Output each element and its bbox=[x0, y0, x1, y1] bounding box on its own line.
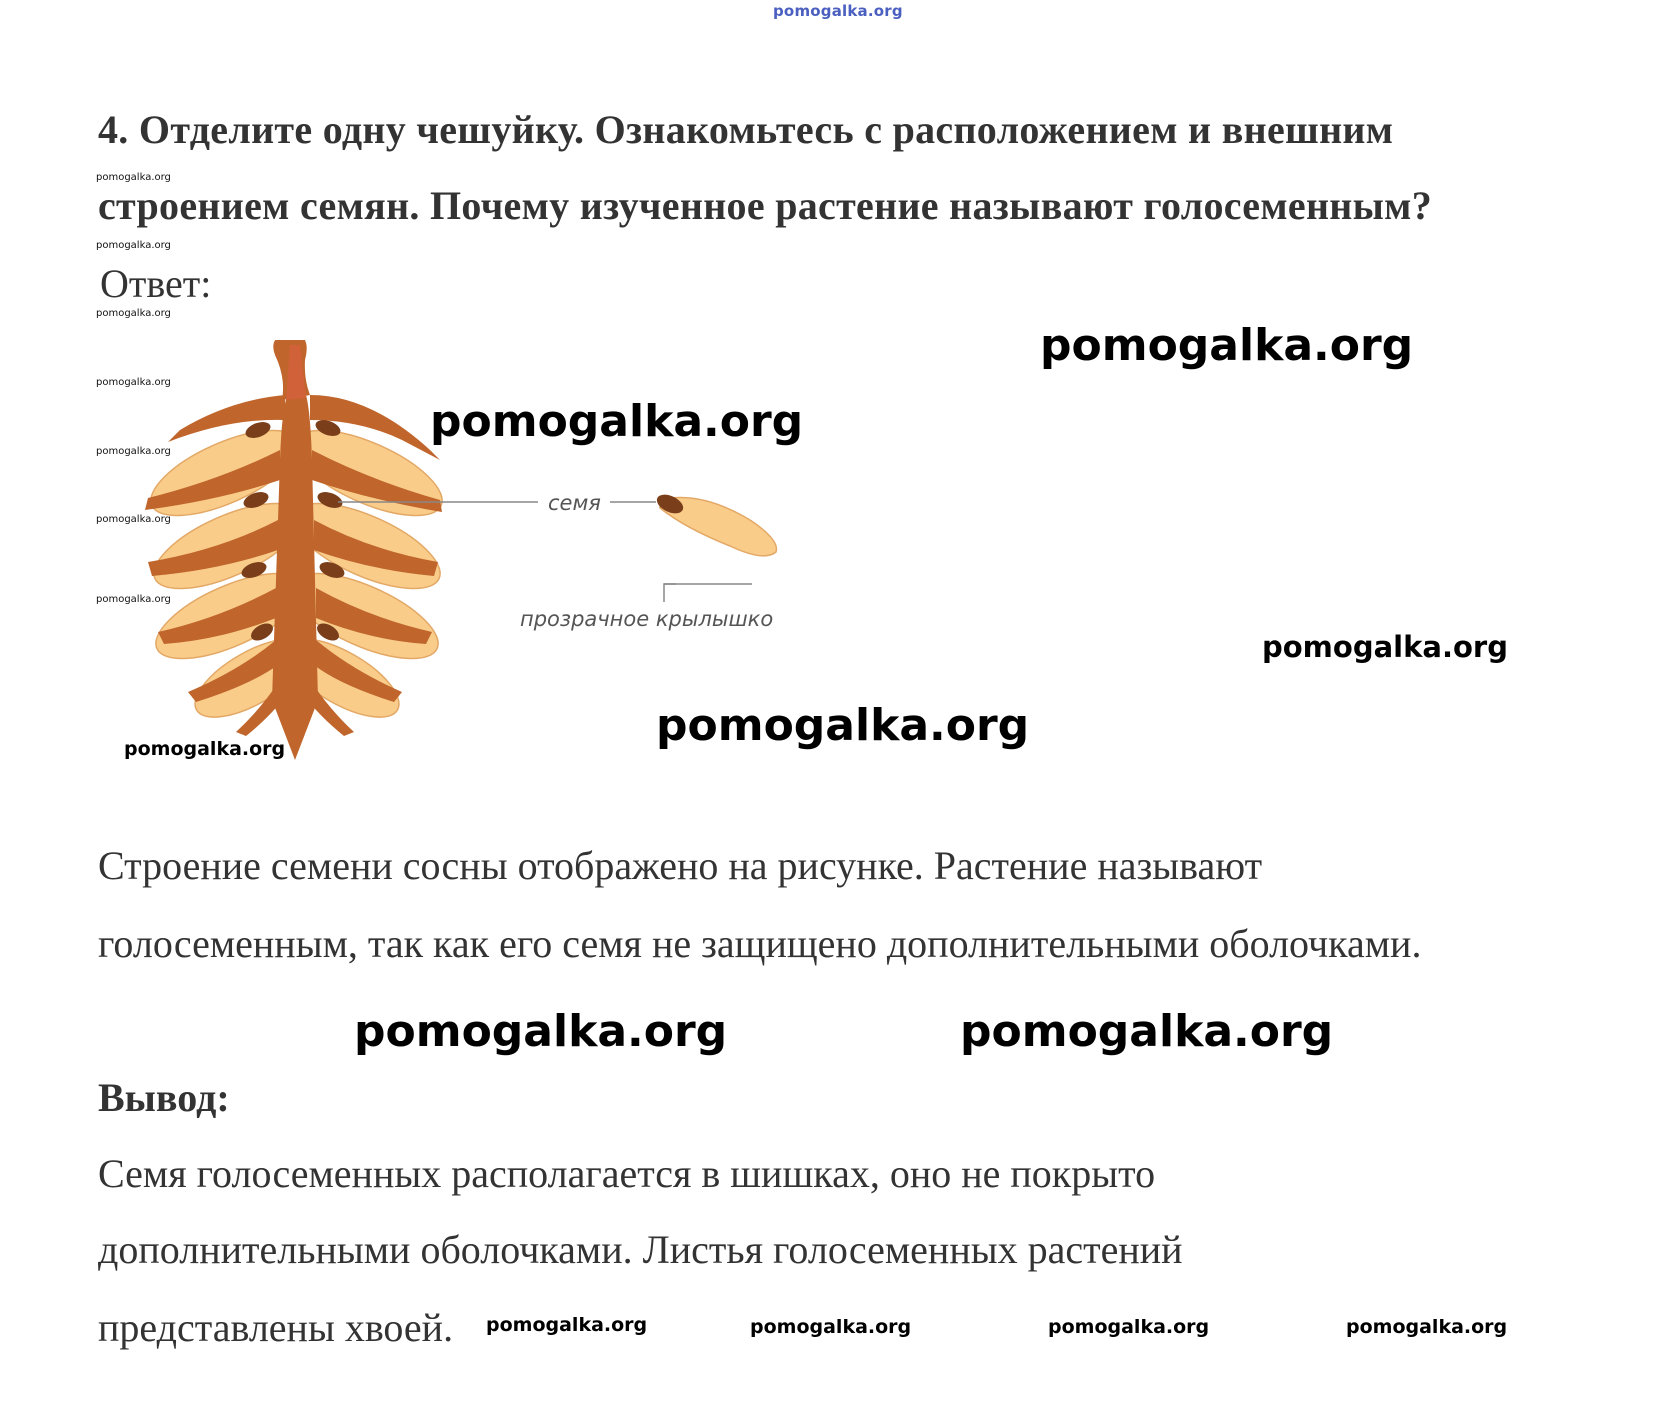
watermark-tiny: pomogalka.org bbox=[96, 377, 171, 388]
conclusion-line-1: Семя голосеменных располагается в шишках, оно не покрыто bbox=[98, 1151, 1156, 1196]
separated-seed bbox=[654, 491, 777, 556]
answer-text-line-2: голосеменным, так как его семя не защищено дополнительными оболочками. bbox=[98, 921, 1422, 966]
answer-label: Ответ: bbox=[100, 261, 212, 306]
watermark-tiny: pomogalka.org bbox=[96, 594, 171, 605]
watermark-large: pomogalka.org bbox=[656, 700, 1030, 751]
watermark-large: pomogalka.org bbox=[960, 1006, 1334, 1057]
label-wing: прозрачное крылышко bbox=[520, 607, 774, 631]
answer-text-line-1: Строение семени сосны отображено на рисунке. Растение называют bbox=[98, 843, 1263, 888]
watermark-small: pomogalka.org bbox=[1048, 1316, 1210, 1338]
conclusion-heading: Вывод: bbox=[98, 1075, 230, 1120]
watermark-tiny: pomogalka.org bbox=[96, 172, 171, 183]
watermark-medium: pomogalka.org bbox=[1262, 630, 1508, 664]
question-line-1: 4. Отделите одну чешуйку. Ознакомьтесь с расположением и внешним bbox=[98, 107, 1394, 152]
watermark-tiny: pomogalka.org bbox=[96, 240, 171, 251]
watermark-large: pomogalka.org bbox=[354, 1006, 728, 1057]
watermark-tiny: pomogalka.org bbox=[96, 308, 171, 319]
label-seed: семя bbox=[548, 491, 601, 515]
conclusion-line-3: представлены хвоей. bbox=[98, 1305, 454, 1350]
watermark-tiny: pomogalka.org bbox=[96, 514, 171, 525]
pine-scale-illustration bbox=[140, 340, 453, 760]
watermark-large: pomogalka.org bbox=[1040, 320, 1414, 371]
watermark-top: pomogalka.org bbox=[773, 2, 903, 20]
watermark-small: pomogalka.org bbox=[750, 1316, 912, 1338]
watermark-small: pomogalka.org bbox=[486, 1314, 648, 1336]
watermark-tiny: pomogalka.org bbox=[96, 446, 171, 457]
question-line-2: строением семян. Почему изученное растение называют голосеменным? bbox=[98, 183, 1433, 228]
watermark-large: pomogalka.org bbox=[430, 396, 804, 447]
watermark-small: pomogalka.org bbox=[124, 738, 286, 760]
conclusion-line-2: дополнительными оболочками. Листья голосеменных растений bbox=[98, 1227, 1183, 1272]
watermark-small: pomogalka.org bbox=[1346, 1316, 1508, 1338]
